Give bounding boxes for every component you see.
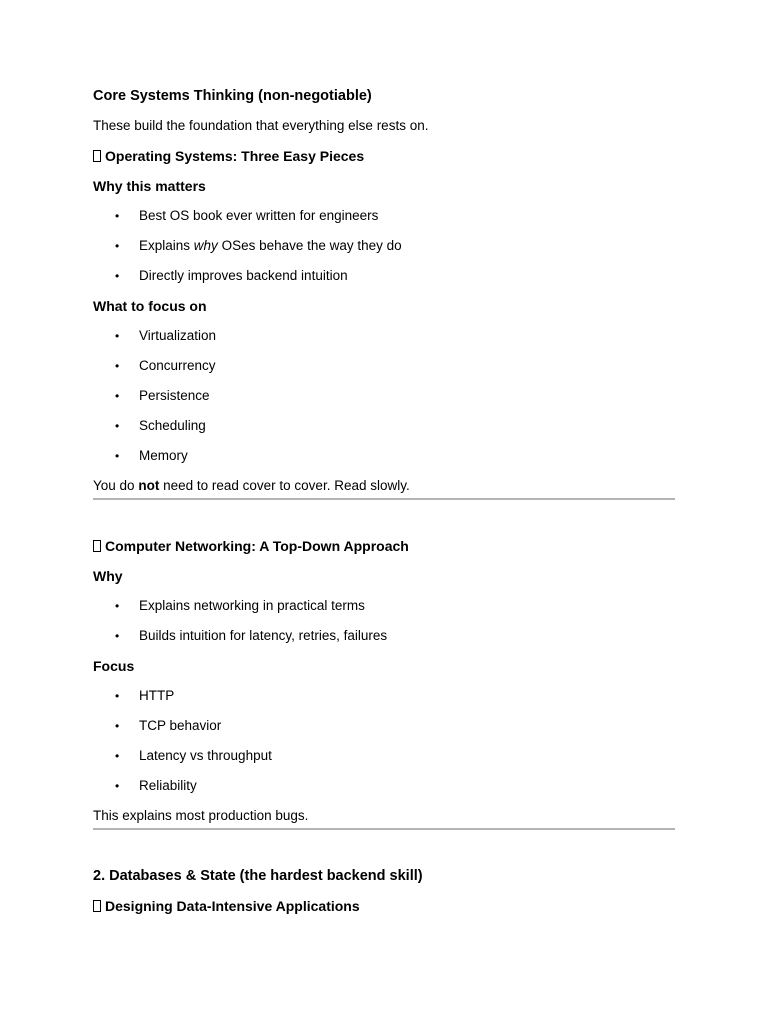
bullet-icon: •	[115, 359, 120, 373]
bullet-icon: •	[115, 689, 120, 703]
bullet-icon: •	[115, 209, 120, 223]
bullet-icon: •	[115, 239, 120, 253]
list-item: • Builds intuition for latency, retries, failures	[93, 626, 675, 656]
bullet-icon: •	[115, 719, 120, 733]
missing-glyph-icon	[93, 900, 101, 912]
book-title: Operating Systems: Three Easy Pieces	[105, 148, 365, 164]
subheading: Why	[93, 568, 123, 584]
bullet-icon: •	[115, 449, 120, 463]
horizontal-rule	[93, 828, 675, 830]
emphasis: why	[193, 238, 218, 253]
book-heading	[93, 896, 675, 926]
list-item: • Scheduling	[93, 416, 675, 446]
list-item: • Reliability	[93, 776, 675, 806]
list-item: • Virtualization	[93, 326, 675, 356]
list-item: • Explains networking in practical terms	[93, 596, 675, 626]
document-content	[93, 86, 675, 926]
subheading: Focus	[93, 658, 135, 674]
section-heading: 2. Databases & State (the hardest backend skill)	[93, 868, 423, 884]
subheading: Why this matters	[93, 178, 206, 194]
bullet-icon: •	[115, 419, 120, 433]
list-item: • Memory	[93, 446, 675, 476]
book-title: Designing Data-Intensive Applications	[105, 898, 360, 914]
missing-glyph-icon	[93, 150, 101, 162]
paragraph: These build the foundation that everything else rests on.	[93, 118, 429, 133]
horizontal-rule	[93, 498, 675, 500]
paragraph: This explains most production bugs.	[93, 808, 309, 823]
list-item: • Directly improves backend intuition	[93, 266, 675, 296]
bold-text: not	[138, 478, 160, 493]
bullet-icon: •	[115, 329, 120, 343]
bullet-icon: •	[115, 389, 120, 403]
bullet-icon: •	[115, 599, 120, 613]
bullet-icon: •	[115, 749, 120, 763]
missing-glyph-icon	[93, 540, 101, 552]
bullet-icon: •	[115, 779, 120, 793]
bullet-icon: •	[115, 269, 120, 283]
bullet-icon: •	[115, 629, 120, 643]
list-item: • Concurrency	[93, 356, 675, 386]
paragraph: You do not need to read cover to cover. Read slowly.	[93, 478, 410, 493]
list-item: • Explains why OSes behave the way they do	[93, 236, 675, 266]
list-item: • HTTP	[93, 686, 675, 716]
subheading: What to focus on	[93, 298, 207, 314]
book-heading	[93, 146, 675, 176]
book-title: Computer Networking: A Top-Down Approach	[105, 538, 409, 554]
section-heading: Core Systems Thinking (non-negotiable)	[93, 88, 372, 104]
list-item: • Latency vs throughput	[93, 746, 675, 776]
list-item: • Best OS book ever written for engineers	[93, 206, 675, 236]
list-item: • TCP behavior	[93, 716, 675, 746]
book-heading	[93, 536, 675, 566]
list-item: • Persistence	[93, 386, 675, 416]
